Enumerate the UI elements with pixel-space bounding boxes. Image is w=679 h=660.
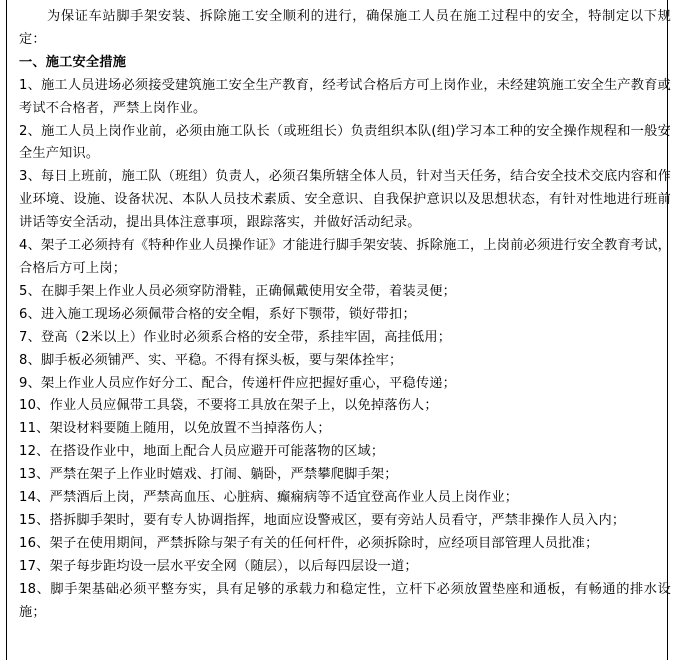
rule-item-13: 13、严禁在架子上作业时嬉戏、打闹、躺卧，严禁攀爬脚手架； <box>19 467 398 483</box>
rule-item-7: 7、登高（2米以上）作业时必须系合格的安全带，系挂牢固，高挂低用； <box>19 329 452 345</box>
rule-item-15: 15、搭拆脚手架时，要有专人协调指挥，地面应设警戒区，要有旁站人员看守，严禁非操作人员入内； <box>19 512 626 528</box>
rule-item-12: 12、在搭设作业中，地面上配合人员应避开可能落物的区域； <box>19 444 385 460</box>
rule-item-10: 10、作业人员应佩带工具袋，不要将工具放在架子上，以免掉落伤人； <box>19 398 438 414</box>
rule-item-1: 1、施工人员进场必须接受建筑施工安全生产教育，经考试合格后方可上岗作业，未经建筑施工安全生产教育或考试不合格者，严禁上岗作业。 <box>19 77 671 116</box>
intro-paragraph: 为保证车站脚手架安装、拆除施工安全顺利的进行，确保施工人员在施工过程中的安全，特制定以下规定： <box>19 9 671 47</box>
section-heading: 一、施工安全措施 <box>19 54 127 70</box>
rule-item-16: 16、架子在使用期间，严禁拆除与架子有关的任何杆件，必须拆除时，应经项目部管理人员批准； <box>19 535 599 551</box>
rule-item-18: 18、脚手架基础必须平整夯实，具有足够的承载力和稳定性，立杆下必须放置垫座和通板，有畅通的排水设施； <box>19 581 671 620</box>
rule-item-6: 6、进入施工现场必须佩带合格的安全帽，系好下颚带，锁好带扣； <box>19 306 416 322</box>
rule-item-5: 5、在脚手架上作业人员必须穿防滑鞋，正确佩戴使用安全带，着装灵便； <box>19 283 456 299</box>
rule-item-11: 11、架设材料要随上随用，以免放置不当掉落伤人； <box>19 421 331 437</box>
rule-item-2: 2、施工人员上岗作业前，必须由施工队长（或班组长）负责组织本队(组)学习本工种的安全操作规程和一般安全生产知识。 <box>19 123 671 162</box>
rule-item-4: 4、架子工必须持有《特种作业人员操作证》才能进行脚手架安装、拆除施工，上岗前必须进行安全教育考试，合格后方可上岗； <box>19 238 671 276</box>
rule-item-9: 9、架上作业人员应作好分工、配合，传递杆件应把握好重心，平稳传递； <box>19 375 456 391</box>
rule-item-14: 14、严禁酒后上岗，严禁高血压、心脏病、癫痫病等不适宜登高作业人员上岗作业； <box>19 490 519 506</box>
document-frame <box>6 0 671 660</box>
rule-item-3: 3、每日上班前，施工队（班组）负责人，必须召集所辖全体人员，针对当天任务，结合安全技术交底内容和作业环境、设施、设备状况、本队人员技术素质、安全意识、自我保护意识以及思想状态，有针对性地进行班前讲话等安全活动，提出具体注意事项，跟踪落实，并做好活动纪录。 <box>19 169 671 231</box>
rule-item-17: 17、架子每步距均设一层水平安全网（随层），以后每四层设一道； <box>19 558 418 574</box>
rule-item-8: 8、脚手板必须铺严、实、平稳。不得有探头板，要与架体拴牢； <box>19 352 403 368</box>
document-body <box>19 6 671 624</box>
